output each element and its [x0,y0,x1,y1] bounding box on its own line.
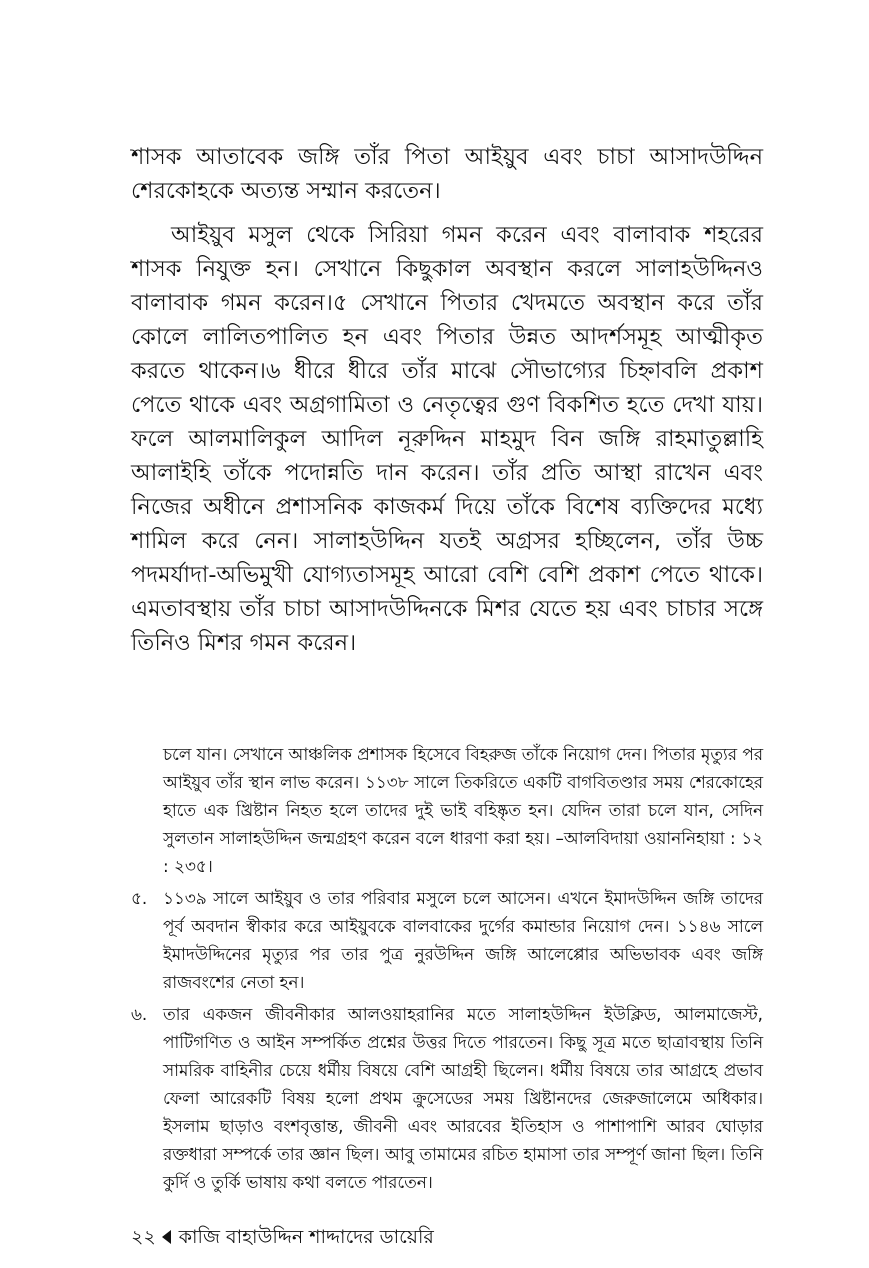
footnote-text: ১১৩৯ সালে আইয়ুব ও তার পরিবার মসুলে চলে আসেন। এখনে ইমাদউদ্দিন জঙ্গি তাদের পূর্ব অবদান স্বীকার করে আইয়ুবকে বালবাকের দুর্গের কমান্ডার নিয়োগ দেন। ১১৪৬ সালে ইমাদউদ্দিনের মৃত্যুর পর তার পুত্র নুরউদ্দিন জঙ্গি আলেপ্পোর অভিভাবক এবং জঙ্গি রাজবংশের নেতা হন। [163,888,763,992]
footnote-number: ৫. [131,888,148,908]
body-paragraph-1: শাসক আতাবেক জঙ্গি তাঁর পিতা আইয়ুব এবং চাচা আসাদউদ্দিন শেরকোহকে অত্যন্ত সম্মান করতেন। [131,144,763,204]
main-body [131,140,763,670]
left-triangle-icon [162,1230,171,1244]
footnote-number: ৬. [131,1004,148,1024]
footnotes-section [131,740,763,1200]
page-number: ২২ [131,1226,156,1248]
footnote-text: তার একজন জীবনীকার আলওয়াহরানির মতে সালাহউদ্দিন ইউক্লিড, আলমাজেস্ট, পাটিগণিত ও আইন সম্পর্কিত প্রশ্নের উত্তর দিতে পারতেন। কিছু সূত্র মতে ছাত্রাবস্থায় তিনি সামরিক বাহিনীর চেয়ে ধর্মীয় বিষয়ে বেশি আগ্রহী ছিলেন। ধর্মীয় বিষয়ে তার আগ্রহে প্রভাব ফেলা আরেকটি বিষয় হলো প্রথম ক্রুসেডের সময় খ্রিষ্টানদের জেরুজালেমে অধিকার। ইসলাম ছাড়াও বংশবৃত্তান্ত, জীবনী এবং আরবের ইতিহাস ও পাশাপাশি আরব ঘোড়ার রক্তধারা সম্পর্কে তার জ্ঞান ছিল। আবু তামামের রচিত হামাসা তার সম্পূর্ণ জানা ছিল। তিনি কুর্দি ও তুর্কি ভাষায় কথা বলতে পারতেন। [163,1004,763,1192]
page-footer [131,1222,434,1252]
footnote-continuation: চলে যান। সেখানে আঞ্চলিক প্রশাসক হিসেবে বিহরুজ তাঁকে নিয়োগ দেন। পিতার মৃত্যুর পর আইয়ুব তাঁর স্থান লাভ করেন। ১১৩৮ সালে তিকরিতে একটি বাগবিতণ্ডার সময় শেরকোহের হাতে এক খ্রিষ্টান নিহত হলে তাদের দুই ভাই বহিষ্কৃত হন। যেদিন তারা চলে যান, সেদিন সুলতান সালাহউদ্দিন জন্মগ্রহণ করেন বলে ধারণা করা হয়। –আলবিদায়া ওয়াননিহায়া : ১২ : ২৩৫। [163,744,763,876]
running-title: কাজি বাহাউদ্দিন শাদ্দাদের ডায়েরি [178,1226,434,1248]
body-paragraph-2: আইয়ুব মসুল থেকে সিরিয়া গমন করেন এবং বালাবাক শহরের শাসক নিযুক্ত হন। সেখানে কিছুকাল অবস্থান করলে সালাহউদ্দিনও বালাবাক গমন করেন।৫ সেখানে পিতার খেদমতে অবস্থান করে তাঁর কোলে লালিতপালিত হন এবং পিতার উন্নত আদর্শসমূহ আত্মীকৃত করতে থাকেন।৬ ধীরে ধীরে তাঁর মাঝে সৌভাগ্যের চিহ্নাবলি প্রকাশ পেতে থাকে এবং অগ্রগামিতা ও নেতৃত্বের গুণ বিকশিত হতে দেখা যায়। ফলে আলমালিকুল আদিল নূরুদ্দিন মাহমুদ বিন জঙ্গি রাহমাতুল্লাহি আলাইহি তাঁকে পদোন্নতি দান করেন। তাঁর প্রতি আস্থা রাখেন এবং নিজের অধীনে প্রশাসনিক কাজকর্ম দিয়ে তাঁকে বিশেষ ব্যক্তিদের মধ্যে শামিল করে নেন। সালাহউদ্দিন যতই অগ্রসর হচ্ছিলেন, তাঁর উচ্চ পদমর্যাদা-অভিমুখী যোগ্যতাসমূহ আরো বেশি বেশি প্রকাশ পেতে থাকে। এমতাবস্থায় তাঁর চাচা আসাদউদ্দিনকে মিশর যেতে হয় এবং চাচার সঙ্গে তিনিও মিশর গমন করেন। [131,222,763,656]
footnote-6 [131,1000,763,1196]
footnote-5 [131,884,763,996]
